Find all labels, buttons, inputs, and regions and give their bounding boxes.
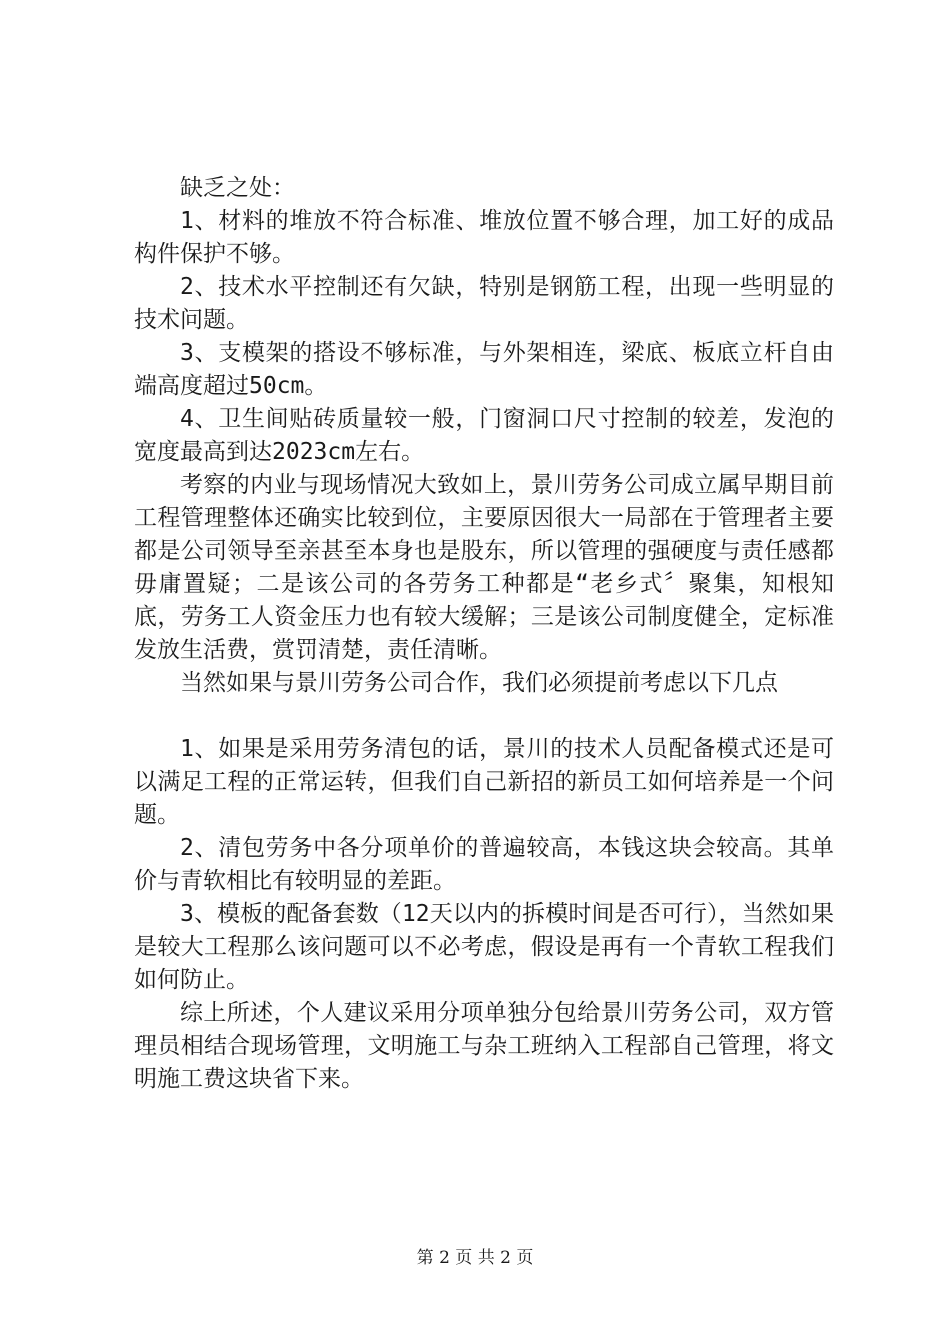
paragraph: 3、模板的配备套数（12天以内的拆模时间是否可行），当然如果是较大工程那么该问题可以不必考虑，假设是再有一个青软工程我们如何防止。 bbox=[134, 901, 834, 993]
page-footer: 第 2 页 共 2 页 bbox=[416, 1248, 534, 1268]
paragraph: 3、支模架的搭设不够标准，与外架相连，梁底、板底立杆自由端高度超过50cm。 bbox=[134, 340, 834, 399]
paragraph: 综上所述，个人建议采用分项单独分包给景川劳务公司，双方管理员相结合现场管理，文明施工与杂工班纳入工程部自己管理，将文明施工费这块省下来。 bbox=[134, 1000, 834, 1092]
paragraph: 1、材料的堆放不符合标准、堆放位置不够合理，加工好的成品构件保护不够。 bbox=[134, 208, 834, 267]
document-body bbox=[134, 172, 834, 1096]
paragraph: 考察的内业与现场情况大致如上，景川劳务公司成立属早期目前工程管理整体还确实比较到位，主要原因很大一局部在于管理者主要都是公司领导至亲甚至本身也是股东，所以管理的强硬度与责任感都毋庸置疑；二是该公司的各劳务工种都是“老乡式〞聚集，知根知底，劳务工人资金压力也有较大缓解；三是该公司制度健全，定标准发放生活费，赏罚清楚，责任清晰。 bbox=[134, 472, 834, 663]
paragraph-heading: 缺乏之处： bbox=[180, 175, 295, 201]
paragraph: 2、技术水平控制还有欠缺，特别是钢筋工程，出现一些明显的技术问题。 bbox=[134, 274, 834, 333]
paragraph: 1、如果是采用劳务清包的话，景川的技术人员配备模式还是可以满足工程的正常运转，但我们自己新招的新员工如何培养是一个问题。 bbox=[134, 736, 834, 828]
paragraph: 4、卫生间贴砖质量较一般，门窗洞口尺寸控制的较差，发泡的宽度最高到达2023cm左右。 bbox=[134, 406, 834, 465]
paragraph: 当然如果与景川劳务公司合作，我们必须提前考虑以下几点 bbox=[180, 670, 778, 696]
blank-line bbox=[134, 700, 834, 733]
paragraph: 2、清包劳务中各分项单价的普遍较高，本钱这块会较高。其单价与青软相比有较明显的差距。 bbox=[134, 835, 834, 894]
